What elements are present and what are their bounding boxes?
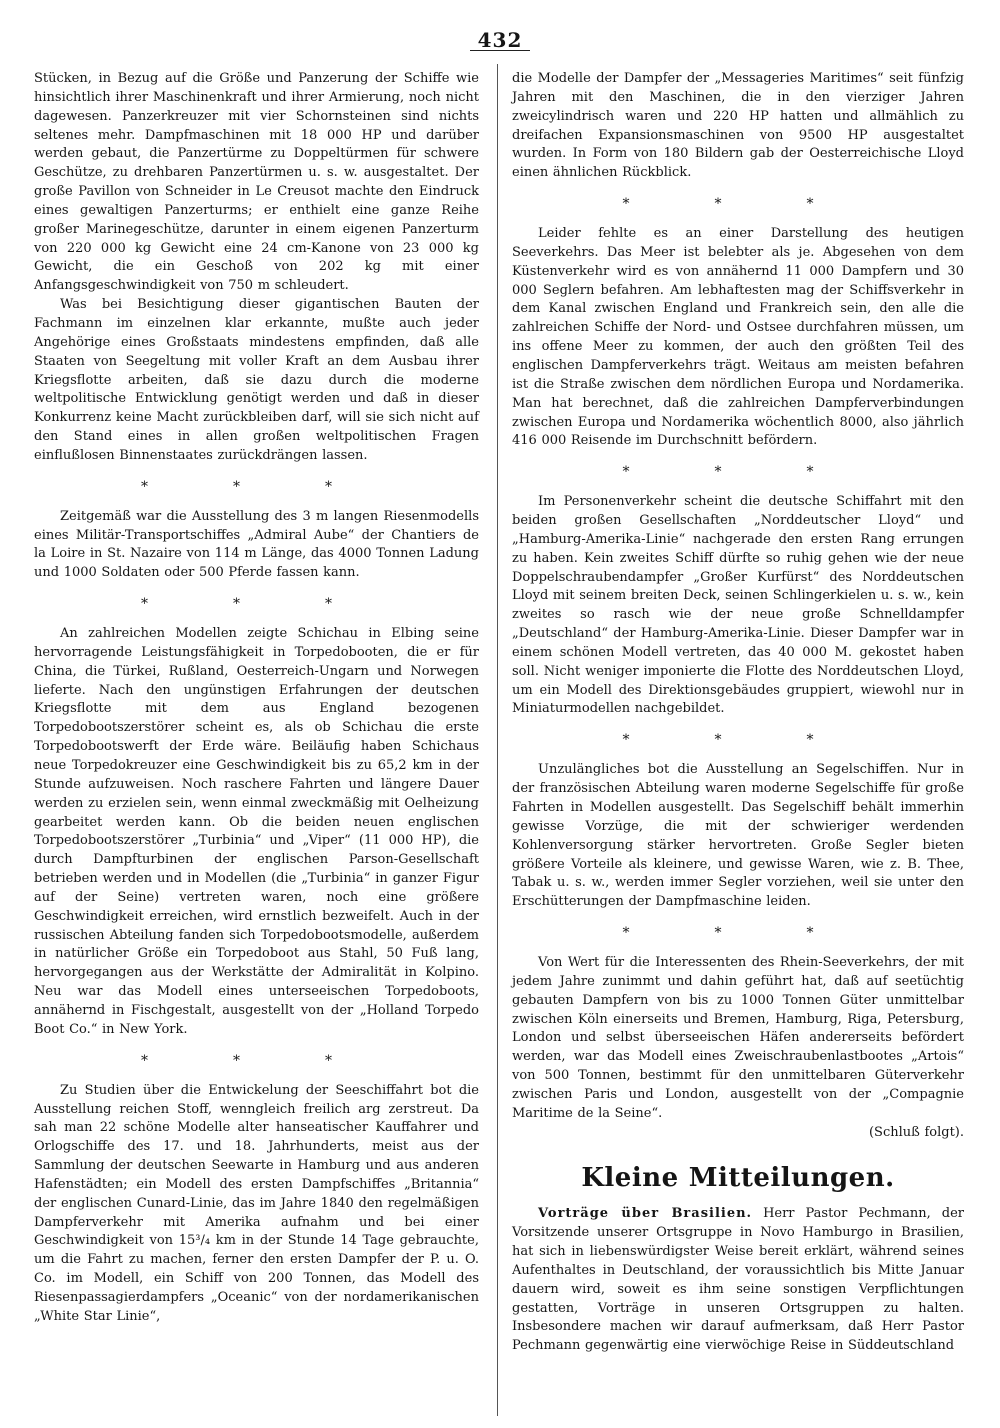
paragraph: Im Personenverkehr scheint die deutsche Schiffahrt mit den beiden großen Gesellschaften „Norddeutscher Lloyd“ und „Hamburg-Amerika-Linie“ nachgerade den ersten Rang errungen zu haben. Kein zweites Schiff dürfte so ruhig gehen wie der neue Doppelschraubendampfer „Großer Kurfürst“ des Norddeutschen Lloyd mit seinem breiten Deck, seinen Schlingerkielen u. s. w., kein zweites so rasch wie der neue große Schnelldampfer „Deutschland“ der Hamburg-Amerika-Linie. Dieser Dampfer war in einem schönen Modell vertreten, das 40 000 M. gekostet haben soll. Nicht weniger imponierte die Flotte des Norddeutschen Lloyd, um ein Modell des Direktionsgebäudes gruppiert, wiewohl nur in Miniaturmodellen nachgebildet. <box>512 494 964 717</box>
column-divider <box>497 64 498 1416</box>
section-separator: * * * <box>622 464 854 481</box>
right-column <box>512 70 964 1356</box>
section-separator: * * * <box>622 196 854 213</box>
section-separator: * * * <box>622 925 854 942</box>
paragraph: An zahlreichen Modellen zeigte Schichau in Elbing seine hervorragende Leistungsfähigkeit in Torpedobooten, die er für China, die Türkei, Rußland, Oesterreich-Ungarn und Norwegen lieferte. Nach den ungünstigen Erfahrungen der deutschen Kriegsflotte mit dem aus England bezogenen Torpedobootszerstörer scheint es, als ob Schichau die erste Torpedobootswerft der Erde wäre. Beiläufig haben Schichaus neue Torpedokreuzer eine Geschwindigkeit bis zu 65,2 km in der Stunde aufzuweisen. Noch raschere Fahrten und längere Dauer werden zu erzielen sein, wenn einmal zweckmäßig mit Oelheizung gearbeitet werden kann. Ob die beiden neuen englischen Torpedobootszerstörer „Turbinia“ und „Viper“ (11 000 HP), die durch Dampfturbinen der englischen Parson-Gesellschaft betrieben werden und in Modellen (die „Turbinia“ in ganzer Figur auf der Seine) vertreten waren, noch eine größere Geschwindigkeit erreichen, wird ernstlich bezweifelt. Auch in der russischen Abteilung fanden sich Torpedobootsmodelle, außerdem in natürlicher Größe ein Torpedoboot aus Stahl, 50 Fuß lang, hervorgegangen aus der Werkstätte der Admiralität in Kolpino. Neu war das Modell eines unterseeischen Torpedoboots, annähernd in Fischgestalt, ausgestellt von der „Holland Torpedo Boot Co.“ in New York. <box>34 626 479 1037</box>
paragraph: Unzulängliches bot die Ausstellung an Segelschiffen. Nur in der französischen Abteilung waren moderne Segelschiffe für große Fahrten in Modellen ausgestellt. Das Segelschiff behält immerhin gewisse Vorzüge, die mit der schwieriger werdenden Kohlenversorgung stärker hervortreten. Große Segler bieten größere Vorteile als kleinere, und gewisse Waren, wie z. B. Thee, Tabak u. s. w., werden immer Segler vorziehen, weil sie unter den Erschütterungen der Dampfmaschine leiden. <box>512 762 964 910</box>
section-separator: * * * <box>622 732 854 749</box>
section-separator: * * * <box>141 1052 372 1069</box>
page-number-rule <box>470 50 530 51</box>
paragraph: Von Wert für die Interessenten des Rhein-Seeverkehrs, der mit jedem Jahre zunimmt und dahin geführt hat, daß auf seetüchtig gebauten Dampfern von bis zu 1000 Tonnen Güter unmittelbar zwischen Köln einerseits und Bremen, Hamburg, Riga, Petersburg, London und selbst überseeischen Häfen andererseits befördert werden, war das Modell eines Zweischraubenlastbootes „Artois“ von 500 Tonnen, bestimmt für den unmittelbaren Güterverkehr zwischen Paris und London, ausgestellt von der „Compagnie Maritime de la Seine“. <box>512 955 964 1121</box>
paragraph: Leider fehlte es an einer Darstellung des heutigen Seeverkehrs. Das Meer ist belebter als je. Abgesehen von dem Küstenverkehr wird es von annähernd 11 000 Dampfern und 30 000 Seglern befahren. Am lebhaftesten mag der Schiffsverkehr in dem Kanal zwischen England und Frankreich sein, den alle die zahlreichen Schiffe der Nord- und Ostsee durchfahren müssen, um ins offene Meer zu kommen, der auch den größten Teil des englischen Dampferverkehrs trägt. Weitaus am meisten befahren ist die Straße zwischen dem nördlichen Europa und Nordamerika. Man hat berechnet, daß die zahlreichen Dampferverbindungen zwischen Europa und Nordamerika wöchentlich 8000, also jährlich 416 000 Reisende im Durchschnitt befördern. <box>512 226 964 449</box>
section-heading: Kleine Mitteilungen. <box>581 1162 895 1193</box>
paragraph: Zeitgemäß war die Ausstellung des 3 m langen Riesenmodells eines Militär-Transportschiffes „Admiral Aube“ der Chantiers de la Loire in St. Nazaire von 114 m Länge, das 4000 Tonnen Ladung und 1000 Soldaten oder 500 Pferde fassen kann. <box>34 508 479 581</box>
continued-note: (Schluß folgt). <box>868 1124 964 1140</box>
left-column <box>34 70 479 1327</box>
section-separator: * * * <box>141 478 372 495</box>
paragraph: Was bei Besichtigung dieser gigantischen Bauten der Fachmann im einzelnen klar erkannte, mußte auch jeder Angehörige eines Großstaats mindestens empfinden, daß alle Staaten von Seegeltung mit voller Kraft an dem Ausbau ihrer Kriegsflotte arbeiten, daß sie dazu durch die moderne weltpolitische Entwicklung genötigt werden und daß in dieser Konkurrenz keine Macht zurückbleiben darf, will sie sich nicht auf den Stand eines in allen großen weltpolitischen Fragen einflußlosen Binnenstaates zurückdrängen lassen. <box>34 297 479 463</box>
notice-paragraph: Vorträge über Brasilien. Herr Pastor Pechmann, der Vorsitzende unserer Ortsgruppe in Novo Hamburgo in Brasilien, hat sich in liebenswürdigster Weise bereit erklärt, während seines Aufenthaltes in Deutschland, der voraussichtlich bis Mitte Januar dauern wird, soweit es ihm seine sonstigen Verpflichtungen gestatten, Vorträge in unseren Ortsgruppen zu halten. Insbesondere machen wir darauf aufmerksam, daß Herr Pastor Pechmann gegenwärtig eine vierwöchige Reise in Süddeutschland <box>512 1206 964 1354</box>
paragraph: Zu Studien über die Entwickelung der Seeschiffahrt bot die Ausstellung reichen Stoff, wenngleich freilich arg zerstreut. Da sah man 22 schöne Modelle alter hanseatischer Kauffahrer und Orlogschiffe des 17. und 18. Jahrhunderts, meist aus der Sammlung der deutschen Seewarte in Hamburg und aus anderen Hafenstädten; ein Modell des ersten Dampfschiffes „Britannia“ der englischen Cunard-Linie, das im Jahre 1840 den regelmäßigen Dampferverkehr mit Amerika aufnahm und bei einer Geschwindigkeit von 15³/₄ km in der Stunde 14 Tage gebrauchte, um die Fahrt zu machen, ferner den ersten Dampfer der P. u. O. Co. im Modell, ein Schiff von 200 Tonnen, das Modell des Riesenpassagierdampfers „Oceanic“ von der nordamerikanischen „White Star Linie“, <box>34 1082 479 1324</box>
paragraph: Stücken, in Bezug auf die Größe und Panzerung der Schiffe wie hinsichtlich ihrer Maschinenkraft und ihrer Armierung, noch nicht dagewesen. Panzerkreuzer mit vier Schornsteinen sind nichts seltenes mehr. Dampfmaschinen mit 18 000 HP und darüber werden gebaut, die Panzertürme zu Doppeltürmen für schwere Geschütze, zu drehbaren Panzertürmen u. s. w. ausgestaltet. Der große Pavillon von Schneider in Le Creusot machte den Eindruck eines gewaltigen Panzerturms; er enthielt eine ganze Reihe großer Marinegeschütze, darunter in einem eigenen Panzerturm von 220 000 kg Gewicht eine 24 cm-Kanone von 23 000 kg Gewicht, die ein Geschoß von 202 kg mit einer Anfangsgeschwindigkeit von 750 m schleudert. <box>34 71 479 294</box>
section-separator: * * * <box>141 596 372 613</box>
paragraph: die Modelle der Dampfer der „Messageries Maritimes“ seit fünfzig Jahren mit den Maschinen, die in den vierziger Jahren zweicylindrisch waren und 220 HP hatten und allmählich zu dreifachen Expansionsmaschinen von 9500 HP ausgestaltet wurden. In Form von 180 Bildern gab der Oesterreichische Lloyd einen ähnlichen Rückblick. <box>512 71 964 181</box>
notice-heading: Vorträge über Brasilien. <box>538 1206 753 1222</box>
page-number: 432 <box>477 28 523 52</box>
